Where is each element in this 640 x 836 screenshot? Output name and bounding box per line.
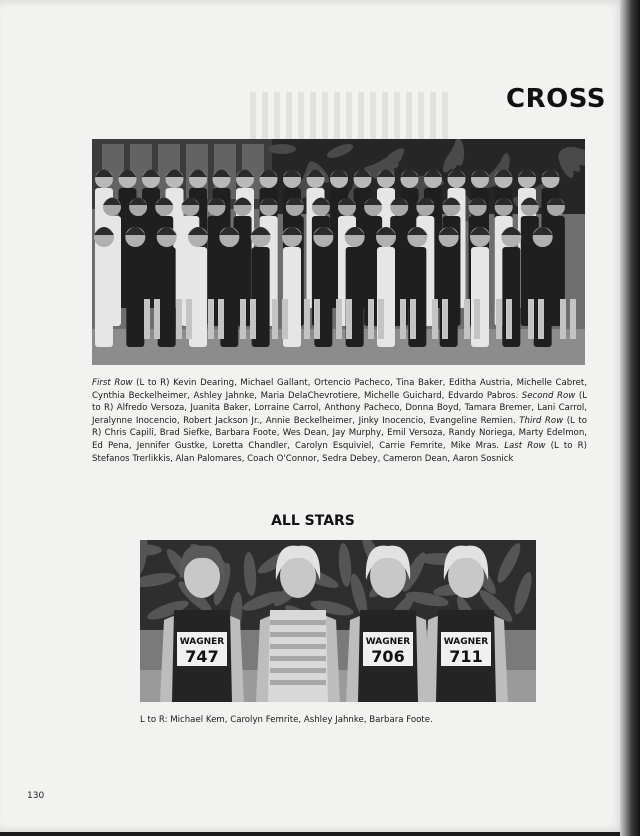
row-names: (L to R) Chris Capili, Brad Siefke, Barbara Foote, Wes Dean, Jay Murphy, Emil Versoza, Randy Noriega, Marty Edelmon, Ed Pena, Jennifer Gustke, Loretta Chandler, Carolyn Esquiviel, Carrie Femrite, Mike Mras. bbox=[92, 415, 588, 451]
group-photo-icon bbox=[92, 139, 585, 365]
bib-team: WAGNER bbox=[443, 637, 489, 647]
bib-number: 706 bbox=[371, 647, 405, 666]
bib-team: WAGNER bbox=[179, 637, 225, 647]
row-names: (L to R) Stefanos Trerlikkis, Alan Palomares, Coach O'Connor, Sedra Debey, Cameron Dean, Aaron Sosnick bbox=[92, 440, 588, 464]
bib-team: WAGNER bbox=[365, 637, 411, 647]
group-photo-caption bbox=[92, 377, 587, 465]
row-names: (L to R) Kevin Dearing, Michael Gallant, Ortencio Pacheco, Tina Baker, Editha Austria, Michelle Cabret, Cynthia Beckelheimer, Ashley Jahnke, Maria DelaChevrotiere, Michelle Guichard, Edvardo Pabros. bbox=[92, 378, 587, 401]
page-title: CROSS bbox=[506, 84, 606, 114]
all-stars-caption: L to R: Michael Kem, Carolyn Femrite, Ashley Jahnke, Barbara Foote. bbox=[140, 715, 433, 725]
row-names: (L to R) Alfredo Versoza, Juanita Baker, Lorraine Carrol, Anthony Pacheco, Donna Boyd, Tamara Bremer, Lani Carrol, Jeralynne Inocencio, Robert Jackson Jr., Annie Beckelheimer, Jinky Inocencio, Evangeline Remien. bbox=[92, 390, 587, 426]
bib-number: 747 bbox=[185, 647, 219, 666]
row-label: Second Row bbox=[521, 390, 576, 401]
book-spine bbox=[620, 0, 640, 836]
bleed-through-text bbox=[250, 92, 450, 142]
team-group-photo bbox=[92, 139, 585, 365]
row-label: First Row bbox=[92, 378, 133, 388]
row-label: Last Row bbox=[504, 440, 546, 451]
section-heading: ALL STARS bbox=[271, 513, 355, 529]
page-number: 130 bbox=[27, 791, 45, 801]
bib-number: 711 bbox=[449, 647, 483, 666]
row-label: Third Row bbox=[519, 415, 564, 426]
all-stars-photo-icon bbox=[140, 540, 536, 702]
all-stars-photo bbox=[140, 540, 536, 702]
